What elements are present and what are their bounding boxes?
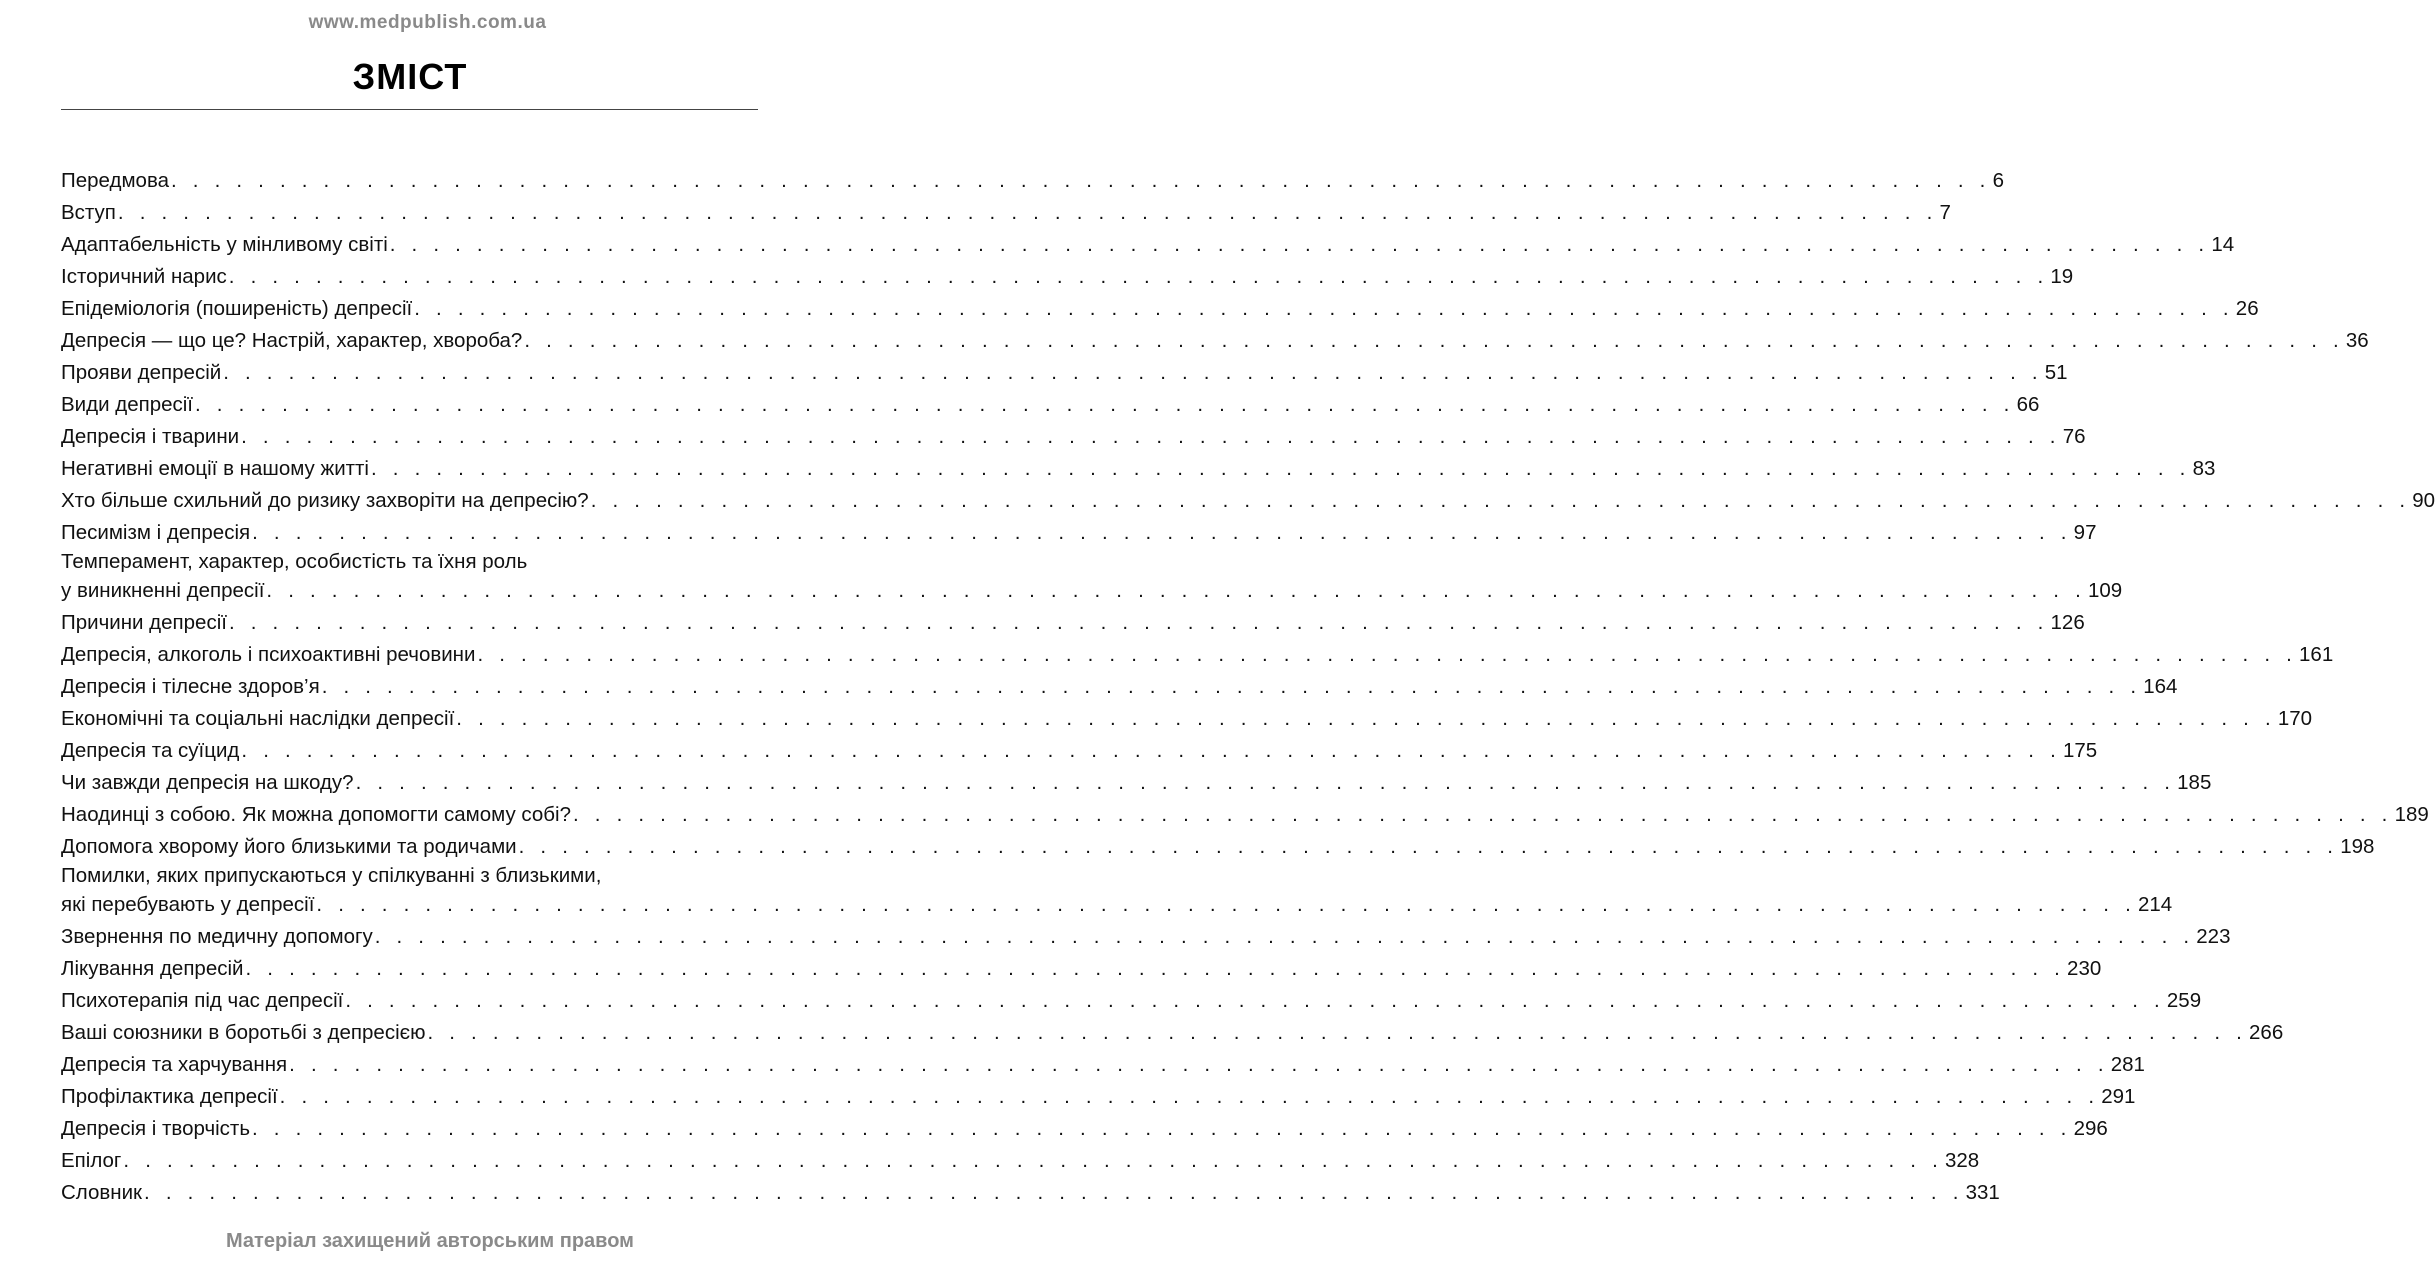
dot-leader: . . . . . . . . . . . . . . . . . . . . . . . . . . . . . . . . . . . . . . . . . . . . . . . . . . . . . . . . . . . . . . . . . . . . . . . . . . . . . . . . . . . . xyxy=(477,643,2298,666)
dot-leader: . . . . . . . . . . . . . . . . . . . . . . . . . . . . . . . . . . . . . . . . . . . . . . . . . . . . . . . . . . . . . . . . . . . . . . . . . . . . . . . . . . . . xyxy=(518,835,2339,858)
toc-page-number: 164 xyxy=(2143,675,2178,698)
site-url: www.medpublish.com.ua xyxy=(308,12,547,33)
toc-entry-title: Адаптабельність у мінливому світі xyxy=(61,233,388,256)
toc-entry[interactable] xyxy=(61,799,2429,831)
dot-leader: . . . . . . . . . . . . . . . . . . . . . . . . . . . . . . . . . . . . . . . . . . . . . . . . . . . . . . . . . . . . . . . . . . . . . . . . . . . . . . . . . . . . xyxy=(590,489,2411,512)
toc-entry-title: Епілог xyxy=(61,1149,122,1172)
dot-leader: . . . . . . . . . . . . . . . . . . . . . . . . . . . . . . . . . . . . . . . . . . . . . . . . . . . . . . . . . . . . . . . . . . . . . . . . . . . . . . . . . . . . xyxy=(345,989,2165,1012)
toc-entry[interactable] xyxy=(61,831,2375,863)
toc-entry-title-continued: які перебувають у депресії xyxy=(61,893,315,916)
toc-entry[interactable] xyxy=(61,165,2004,197)
dot-leader: . . . . . . . . . . . . . . . . . . . . . . . . . . . . . . . . . . . . . . . . . . . . . . . . . . . . . . . . . . . . . . . . . . . . . . . . . . . . . . . . . . . . xyxy=(316,893,2136,916)
toc-page-number: 36 xyxy=(2345,329,2369,352)
toc-entry-title: Профілактика депресії xyxy=(61,1085,278,1108)
toc-entry-title: Передмова xyxy=(61,169,170,192)
dot-leader: . . . . . . . . . . . . . . . . . . . . . . . . . . . . . . . . . . . . . . . . . . . . . . . . . . . . . . . . . . . . . . . . . . . . . . . . . . . . . . . . . . . . xyxy=(374,925,2195,948)
toc-entry[interactable] xyxy=(61,607,2085,639)
toc-entry[interactable] xyxy=(61,357,2068,389)
toc-page-number: 331 xyxy=(1965,1181,2000,1204)
toc-page-number: 51 xyxy=(2044,361,2068,384)
toc-entry-title: Депресія, алкоголь і психоактивні речовини xyxy=(61,643,476,666)
table-of-contents xyxy=(61,165,2435,1209)
toc-entry-title: Депресія та харчування xyxy=(61,1053,288,1076)
toc-entry[interactable] xyxy=(61,1049,2145,1081)
toc-entry-title: Епідеміологія (поширеність) депресії xyxy=(61,297,413,320)
toc-page-number: 266 xyxy=(2249,1021,2284,1044)
toc-entry[interactable] xyxy=(61,1017,2284,1049)
page-title: ЗМІСТ xyxy=(352,56,468,97)
toc-page-number: 19 xyxy=(2050,265,2074,288)
dot-leader: . . . . . . . . . . . . . . . . . . . . . . . . . . . . . . . . . . . . . . . . . . . . . . . . . . . . . . . . . . . . . . . . . . . . . . . . . . . . . . . . . . . . xyxy=(195,393,2015,416)
toc-page-number: 83 xyxy=(2192,457,2216,480)
toc-entry[interactable] xyxy=(61,517,2097,549)
toc-entry-title: Вступ xyxy=(61,201,116,224)
toc-entry[interactable] xyxy=(61,421,2086,453)
toc-entry[interactable] xyxy=(61,1177,2000,1209)
dot-leader: . . . . . . . . . . . . . . . . . . . . . . . . . . . . . . . . . . . . . . . . . . . . . . . . . . . . . . . . . . . . . . . . . . . . . . . . . . . . . . . . . . . . xyxy=(524,329,2344,352)
toc-entry-title: Чи завжди депресія на шкоду? xyxy=(61,771,354,794)
toc-page-number: 223 xyxy=(2196,925,2231,948)
dot-leader: . . . . . . . . . . . . . . . . . . . . . . . . . . . . . . . . . . . . . . . . . . . . . . . . . . . . . . . . . . . . . . . . . . . . . . . . . . . . . . . . . . . . xyxy=(144,1181,1964,1204)
toc-entry-title: Помилки, яких припускаються у спілкуванні з близькими, xyxy=(61,864,602,887)
toc-entry[interactable] xyxy=(61,325,2369,357)
toc-entry-title: Хто більше схильний до ризику захворіти на депресію? xyxy=(61,489,589,512)
toc-entry-title: Депресія — що це? Настрій, характер, хвороба? xyxy=(61,329,523,352)
dot-leader: . . . . . . . . . . . . . . . . . . . . . . . . . . . . . . . . . . . . . . . . . . . . . . . . . . . . . . . . . . . . . . . . . . . . . . . . . . . . . . . . . . . . xyxy=(123,1149,1943,1172)
dot-leader: . . . . . . . . . . . . . . . . . . . . . . . . . . . . . . . . . . . . . . . . . . . . . . . . . . . . . . . . . . . . . . . . . . . . . . . . . . . . . . . . . . . . xyxy=(427,1021,2248,1044)
toc-entry[interactable] xyxy=(61,229,2235,261)
toc-page-number: 328 xyxy=(1944,1149,1980,1172)
toc-page-number: 214 xyxy=(2137,893,2173,916)
dot-leader: . . . . . . . . . . . . . . . . . . . . . . . . . . . . . . . . . . . . . . . . . . . . . . . . . . . . . . . . . . . . . . . . . . . . . . . . . . . . . . . . . . . . xyxy=(228,265,2049,288)
toc-entry-title-continued: у виникненні депресії xyxy=(61,579,265,602)
toc-entry[interactable] xyxy=(61,485,2435,517)
toc-entry[interactable] xyxy=(61,261,2074,293)
toc-entry-title: Депресія і тілесне здоров’я xyxy=(61,675,320,698)
dot-leader: . . . . . . . . . . . . . . . . . . . . . . . . . . . . . . . . . . . . . . . . . . . . . . . . . . . . . . . . . . . . . . . . . . . . . . . . . . . . . . . . . . . . xyxy=(573,803,2393,826)
toc-entry[interactable] xyxy=(61,671,2178,703)
toc-entry-title: Звернення по медичну допомогу xyxy=(61,925,373,948)
dot-leader: . . . . . . . . . . . . . . . . . . . . . . . . . . . . . . . . . . . . . . . . . . . . . . . . . . . . . . . . . . . . . . . . . . . . . . . . . . . . . . . . . . . . xyxy=(289,1053,2109,1076)
toc-entry-title: Допомога хворому його близькими та родичами xyxy=(61,835,517,858)
title-divider xyxy=(61,109,758,110)
toc-page-number: 126 xyxy=(2050,611,2085,634)
toc-entry[interactable] xyxy=(61,703,2313,735)
dot-leader: . . . . . . . . . . . . . . . . . . . . . . . . . . . . . . . . . . . . . . . . . . . . . . . . . . . . . . . . . . . . . . . . . . . . . . . . . . . . . . . . . . . . xyxy=(245,957,2066,980)
toc-page-number: 281 xyxy=(2110,1053,2145,1076)
toc-entry-title: Економічні та соціальні наслідки депресії xyxy=(61,707,455,730)
toc-entry-title: Наодинці з собою. Як можна допомогти самому собі? xyxy=(61,803,571,826)
toc-page-number: 7 xyxy=(1939,201,1951,224)
toc-page-number: 170 xyxy=(2277,707,2313,730)
toc-page-number: 6 xyxy=(1992,169,2004,192)
toc-entry-title: Прояви депресій xyxy=(61,361,222,384)
toc-entry[interactable] xyxy=(61,1081,2136,1113)
toc-entry-title: Причини депресії xyxy=(61,611,227,634)
dot-leader: . . . . . . . . . . . . . . . . . . . . . . . . . . . . . . . . . . . . . . . . . . . . . . . . . . . . . . . . . . . . . . . . . . . . . . . . . . . . . . . . . . . . xyxy=(266,579,2086,602)
toc-entry[interactable] xyxy=(61,735,2098,767)
toc-entry[interactable] xyxy=(61,985,2202,1017)
toc-entry[interactable] xyxy=(61,1113,2108,1145)
toc-page-number: 109 xyxy=(2087,579,2123,602)
dot-leader: . . . . . . . . . . . . . . . . . . . . . . . . . . . . . . . . . . . . . . . . . . . . . . . . . . . . . . . . . . . . . . . . . . . . . . . . . . . . . . . . . . . . xyxy=(241,425,2061,448)
toc-page-number: 185 xyxy=(2177,771,2212,794)
toc-entry-title: Види депресії xyxy=(61,393,193,416)
toc-page-number: 291 xyxy=(2101,1085,2136,1108)
toc-entry[interactable] xyxy=(61,549,2123,607)
dot-leader: . . . . . . . . . . . . . . . . . . . . . . . . . . . . . . . . . . . . . . . . . . . . . . . . . . . . . . . . . . . . . . . . . . . . . . . . . . . . . . . . . . . . xyxy=(456,707,2276,730)
toc-entry[interactable] xyxy=(61,197,1951,229)
toc-page-number: 189 xyxy=(2394,803,2429,826)
toc-page-number: 97 xyxy=(2073,521,2097,544)
toc-page-number: 66 xyxy=(2016,393,2040,416)
toc-entry[interactable] xyxy=(61,921,2231,953)
dot-leader: . . . . . . . . . . . . . . . . . . . . . . . . . . . . . . . . . . . . . . . . . . . . . . . . . . . . . . . . . . . . . . . . . . . . . . . . . . . . . . . . . . . . xyxy=(252,1117,2072,1140)
dot-leader: . . . . . . . . . . . . . . . . . . . . . . . . . . . . . . . . . . . . . . . . . . . . . . . . . . . . . . . . . . . . . . . . . . . . . . . . . . . . . . . . . . . . xyxy=(223,361,2043,384)
dot-leader: . . . . . . . . . . . . . . . . . . . . . . . . . . . . . . . . . . . . . . . . . . . . . . . . . . . . . . . . . . . . . . . . . . . . . . . . . . . . . . . . . . . . xyxy=(389,233,2210,256)
copyright-notice: Матеріал захищений авторським правом xyxy=(226,1230,634,1252)
toc-entry-title: Песимізм і депресія xyxy=(61,521,251,544)
toc-entry-title: Негативні емоції в нашому житті xyxy=(61,457,369,480)
toc-entry[interactable] xyxy=(61,863,2173,921)
toc-entry-title: Словник xyxy=(61,1181,143,1204)
toc-page-number: 230 xyxy=(2067,957,2102,980)
dot-leader: . . . . . . . . . . . . . . . . . . . . . . . . . . . . . . . . . . . . . . . . . . . . . . . . . . . . . . . . . . . . . . . . . . . . . . . . . . . . . . . . . . . . xyxy=(279,1085,2100,1108)
dot-leader: . . . . . . . . . . . . . . . . . . . . . . . . . . . . . . . . . . . . . . . . . . . . . . . . . . . . . . . . . . . . . . . . . . . . . . . . . . . . . . . . . . . . xyxy=(117,201,1938,224)
toc-page-number: 198 xyxy=(2340,835,2375,858)
toc-entry[interactable] xyxy=(61,389,2040,421)
toc-page-number: 259 xyxy=(2166,989,2202,1012)
toc-page-number: 90 xyxy=(2412,489,2435,512)
dot-leader: . . . . . . . . . . . . . . . . . . . . . . . . . . . . . . . . . . . . . . . . . . . . . . . . . . . . . . . . . . . . . . . . . . . . . . . . . . . . . . . . . . . . xyxy=(371,457,2191,480)
toc-entry[interactable] xyxy=(61,767,2212,799)
toc-entry-title: Темперамент, характер, особистість та їхня роль xyxy=(61,550,528,573)
toc-entry[interactable] xyxy=(61,639,2334,671)
toc-page-number: 296 xyxy=(2073,1117,2108,1140)
dot-leader: . . . . . . . . . . . . . . . . . . . . . . . . . . . . . . . . . . . . . . . . . . . . . . . . . . . . . . . . . . . . . . . . . . . . . . . . . . . . . . . . . . . . xyxy=(171,169,1991,192)
toc-page-number: 175 xyxy=(2062,739,2098,762)
toc-page-number: 76 xyxy=(2062,425,2086,448)
toc-entry-title: Психотерапія під час депресії xyxy=(61,989,344,1012)
dot-leader: . . . . . . . . . . . . . . . . . . . . . . . . . . . . . . . . . . . . . . . . . . . . . . . . . . . . . . . . . . . . . . . . . . . . . . . . . . . . . . . . . . . . xyxy=(321,675,2142,698)
toc-entry[interactable] xyxy=(61,1145,1980,1177)
toc-entry-title: Ваші союзники в боротьбі з депресією xyxy=(61,1021,426,1044)
toc-entry-title: Лікування депресій xyxy=(61,957,244,980)
toc-entry-title: Депресія і тварини xyxy=(61,425,240,448)
toc-page-number: 161 xyxy=(2299,643,2334,666)
dot-leader: . . . . . . . . . . . . . . . . . . . . . . . . . . . . . . . . . . . . . . . . . . . . . . . . . . . . . . . . . . . . . . . . . . . . . . . . . . . . . . . . . . . . xyxy=(252,521,2072,544)
dot-leader: . . . . . . . . . . . . . . . . . . . . . . . . . . . . . . . . . . . . . . . . . . . . . . . . . . . . . . . . . . . . . . . . . . . . . . . . . . . . . . . . . . . . xyxy=(355,771,2176,794)
toc-entry[interactable] xyxy=(61,453,2216,485)
toc-entry-title: Депресія і творчість xyxy=(61,1117,250,1140)
toc-page-number: 14 xyxy=(2211,233,2235,256)
toc-page-number: 26 xyxy=(2235,297,2259,320)
dot-leader: . . . . . . . . . . . . . . . . . . . . . . . . . . . . . . . . . . . . . . . . . . . . . . . . . . . . . . . . . . . . . . . . . . . . . . . . . . . . . . . . . . . . xyxy=(414,297,2234,320)
toc-entry-title: Депресія та суїцид xyxy=(61,739,240,762)
toc-entry[interactable] xyxy=(61,293,2259,325)
toc-entry-title: Історичний нарис xyxy=(61,265,227,288)
dot-leader: . . . . . . . . . . . . . . . . . . . . . . . . . . . . . . . . . . . . . . . . . . . . . . . . . . . . . . . . . . . . . . . . . . . . . . . . . . . . . . . . . . . . xyxy=(241,739,2061,762)
dot-leader: . . . . . . . . . . . . . . . . . . . . . . . . . . . . . . . . . . . . . . . . . . . . . . . . . . . . . . . . . . . . . . . . . . . . . . . . . . . . . . . . . . . . xyxy=(228,611,2049,634)
toc-entry[interactable] xyxy=(61,953,2102,985)
